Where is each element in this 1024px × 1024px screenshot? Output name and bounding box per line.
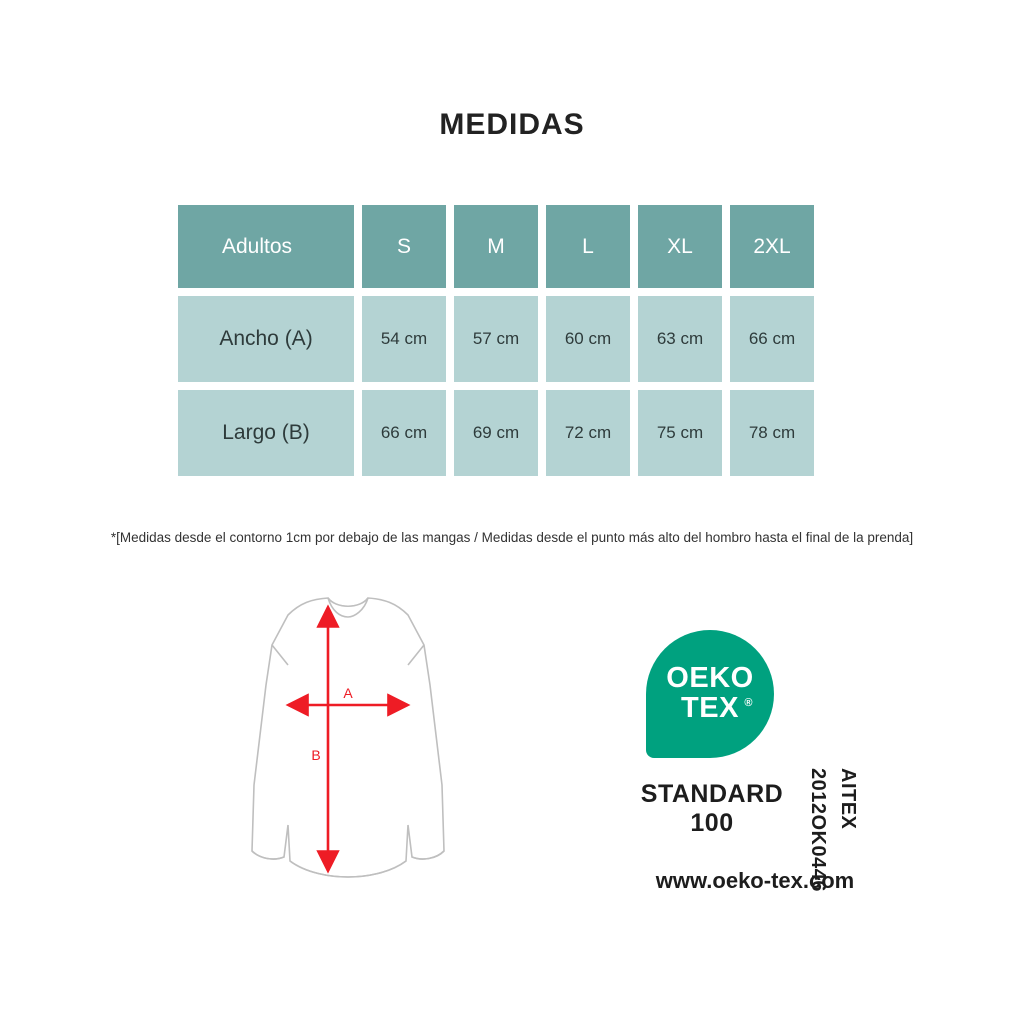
cell-largo-xl: 75 cm — [638, 390, 722, 476]
header-cell-size-xl: XL — [638, 205, 722, 288]
oeko-line1: OEKO — [666, 662, 754, 695]
registered-mark: ® — [744, 697, 753, 709]
page-title: MEDIDAS — [439, 108, 585, 141]
cell-largo-l: 72 cm — [546, 390, 630, 476]
garment-diagram — [160, 585, 520, 905]
header-cell-size-s: S — [362, 205, 446, 288]
measure-a-label: A — [343, 685, 353, 701]
cell-largo-s: 66 cm — [362, 390, 446, 476]
header-cell-size-2xl: 2XL — [730, 205, 814, 288]
cell-ancho-s: 54 cm — [362, 296, 446, 382]
oeko-url: www.oeko-tex.com — [655, 868, 855, 893]
header-cell-size-m: M — [454, 205, 538, 288]
shirt-outline-icon — [252, 598, 444, 877]
oeko-line2 — [681, 692, 753, 724]
cell-ancho-2xl: 66 cm — [730, 296, 814, 382]
oeko-tex-logo — [620, 630, 920, 910]
size-table — [178, 205, 824, 484]
table-row — [178, 296, 824, 382]
cell-ancho-l: 60 cm — [546, 296, 630, 382]
oeko-standard-line2: 100 — [690, 809, 734, 837]
header-cell-size-l: L — [546, 205, 630, 288]
row-label-ancho: Ancho (A) — [178, 296, 354, 382]
oeko-tex-badge-icon — [646, 630, 774, 758]
oeko-certificate-code: 2012OK0446 — [807, 768, 829, 892]
header-cell-category: Adultos — [178, 205, 354, 288]
measurement-footnote: *[Medidas desde el contorno 1cm por debajo de las mangas / Medidas desde el punto más alto del hombro hasta el final de la prenda] — [110, 530, 914, 545]
cell-largo-m: 69 cm — [454, 390, 538, 476]
oeko-line2-text: TEX — [681, 692, 739, 724]
row-label-largo: Largo (B) — [178, 390, 354, 476]
table-row — [178, 390, 824, 476]
cell-largo-2xl: 78 cm — [730, 390, 814, 476]
garment-svg — [160, 585, 520, 905]
oeko-standard-block — [628, 780, 796, 838]
cell-ancho-xl: 63 cm — [638, 296, 722, 382]
oeko-standard-line1: STANDARD — [640, 780, 784, 808]
oeko-institute: AITEX — [837, 768, 859, 830]
measure-b-label: B — [311, 747, 321, 763]
cell-ancho-m: 57 cm — [454, 296, 538, 382]
table-header-row — [178, 205, 824, 288]
